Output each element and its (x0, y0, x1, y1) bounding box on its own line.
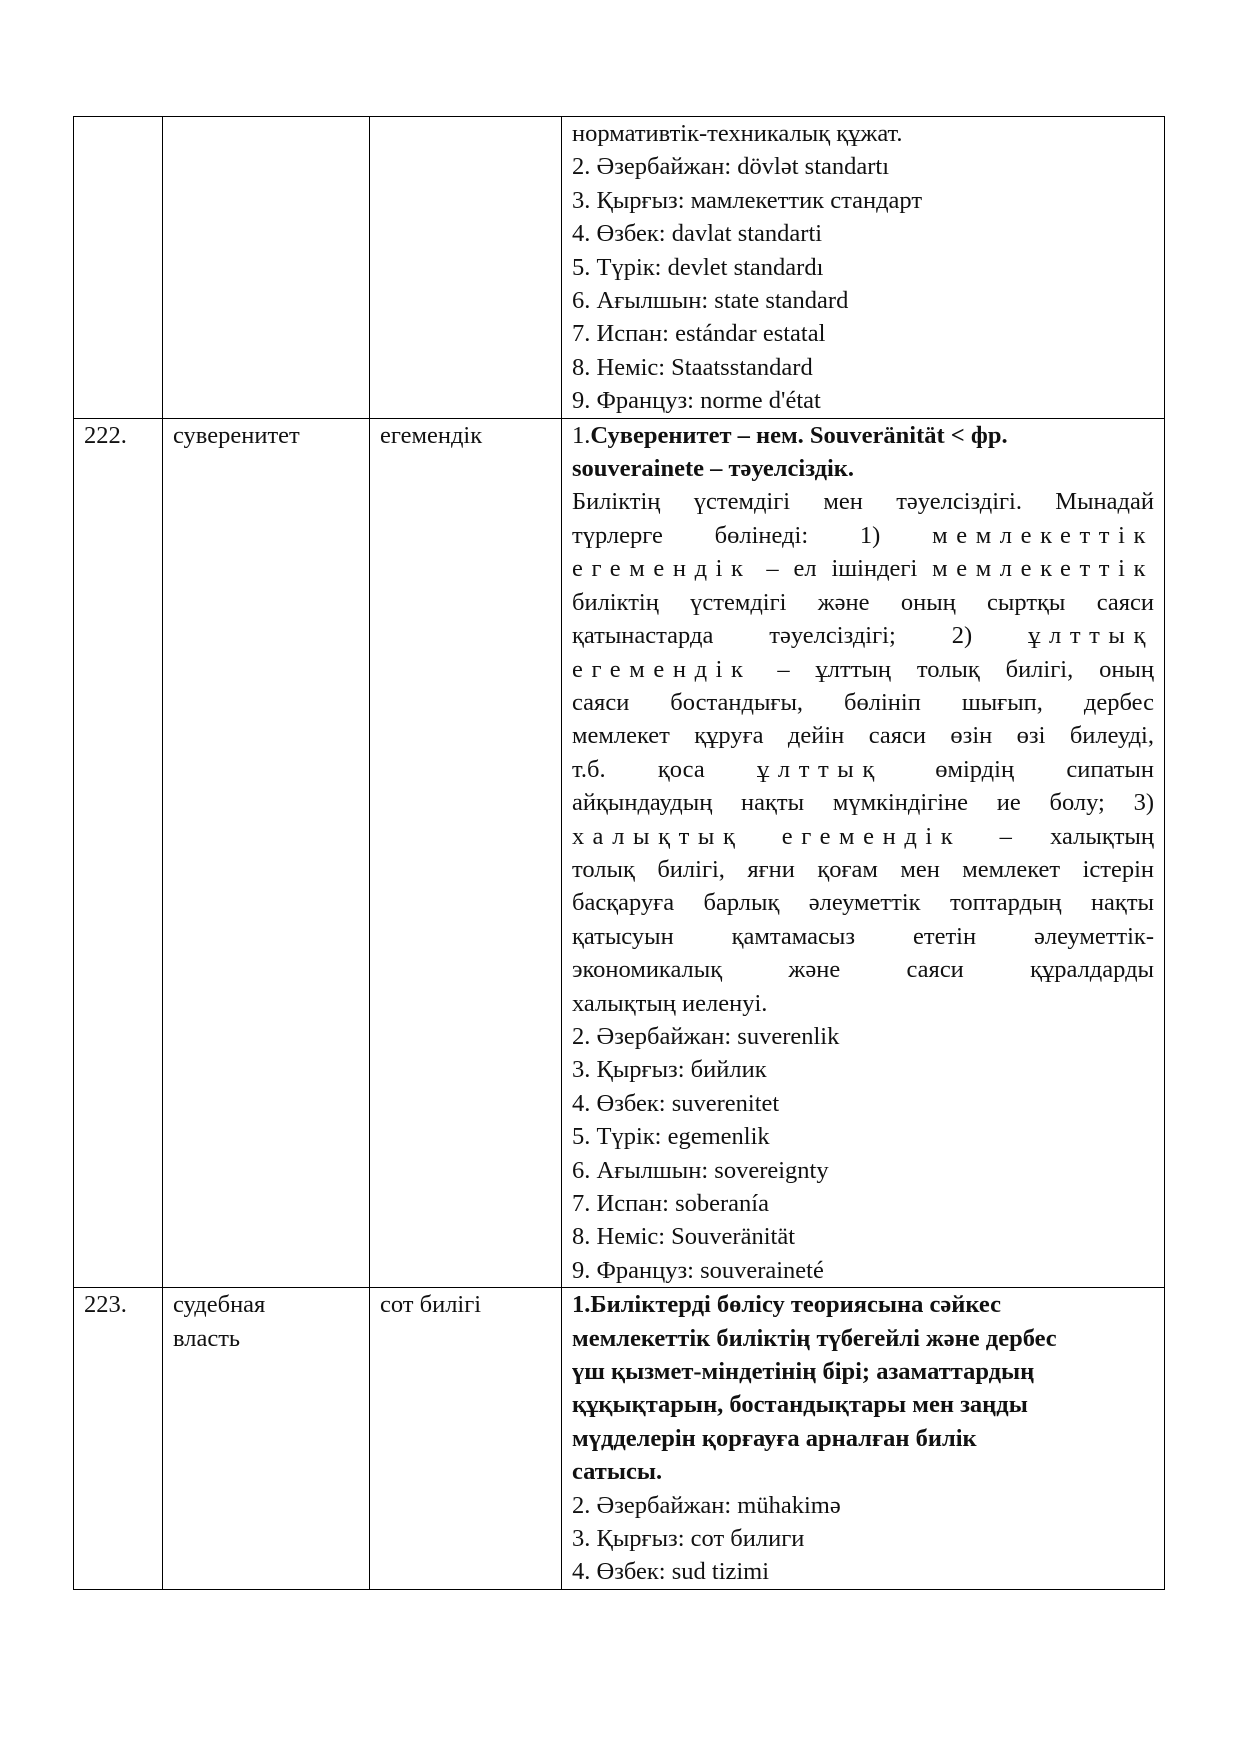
definition-cell (562, 117, 1165, 419)
definition-line: мемлекет құруға дейін саяси өзін өзі билеуді, (572, 722, 1154, 750)
definition-line: экономикалық және саяси құралдарды (572, 956, 1154, 984)
definition-line: айқындаудың нақты мүмкіндігіне ие болу; 3) (572, 789, 1154, 817)
translation-line: 3. Қырғыз: бийлик (572, 1056, 767, 1084)
translation-line: 4. Өзбек: sud tizimi (572, 1558, 770, 1586)
translation-line: 3. Қырғыз: сот билиги (572, 1525, 805, 1553)
term-russian: суверенитет (163, 418, 370, 1288)
translation-line: 2. Әзербайжан: mühakimə (572, 1491, 841, 1519)
definition-line: егемендік – ұлттың толық билігі, оның (572, 655, 1154, 683)
translation-line: 9. Француз: souveraineté (572, 1256, 824, 1284)
definition-line: түрлерге бөлінеді: 1) мемлекеттік (572, 521, 1154, 549)
translation-line: 4. Өзбек: davlat standarti (572, 220, 823, 248)
heading-text: Суверенитет – нем. Souveränität < фр. (590, 421, 1008, 449)
translation-line: 7. Испан: soberanía (572, 1190, 769, 1217)
definition-cell (562, 1288, 1165, 1590)
definition-line: т.б. қоса ұлттық өмірдің сипатын (572, 755, 1154, 783)
glossary-table (73, 116, 1165, 1590)
heading-number: 1. (572, 421, 591, 449)
translation-line: 5. Түрік: egemenlik (572, 1123, 770, 1151)
definition-line: халықтық егемендік – халықтың (572, 822, 1155, 850)
definition-heading-line: мемлекеттік биліктің түбегейлі және дербес (572, 1324, 1057, 1352)
translation-line: 9. Француз: norme d'état (572, 387, 821, 415)
definition-heading-line: үш қызмет-міндетінің бірі; азаматтардың (572, 1358, 1035, 1386)
translation-line: 2. Әзербайжан: dövlət standartı (572, 153, 890, 181)
term-russian-line: судебная (173, 1291, 266, 1319)
definition-heading-line: 1.Биліктерді бөлісу теориясына сәйкес (572, 1291, 1001, 1319)
term-kazakh: сот билігі (370, 1288, 562, 1590)
definition-heading-line: құқықтарын, бостандықтары мен заңды (572, 1391, 1028, 1419)
definition-line: халықтың иеленуі. (572, 989, 768, 1017)
definition-heading-line: souverainete – тәуелсіздік. (572, 455, 855, 483)
definition-line: егемендік – ел ішіндегі мемлекеттік (572, 555, 1154, 583)
translation-line: 5. Түрік: devlet standardı (572, 253, 824, 281)
term-russian (163, 1288, 370, 1590)
translation-line: 7. Испан: estándar estatal (572, 320, 826, 348)
definition-line: басқаруға барлық әлеуметтік топтардың нақты (572, 889, 1154, 917)
term-kazakh: егемендік (370, 418, 562, 1288)
table-row (74, 1288, 1165, 1590)
definition-cell (562, 418, 1165, 1288)
entry-number (74, 117, 163, 419)
table-row (74, 117, 1165, 419)
translation-line: 2. Әзербайжан: suverenlik (572, 1022, 840, 1050)
definition-line: қатысуын қамтамасыз ететін әлеуметтік- (572, 922, 1154, 950)
definition-line: саяси бостандығы, бөлініп шығып, дербес (572, 688, 1154, 716)
translation-line: 6. Ағылшын: state standard (572, 287, 849, 315)
translation-line: 8. Неміс: Souveränität (572, 1223, 796, 1251)
table-row (74, 418, 1165, 1288)
term-russian (163, 117, 370, 419)
definition-heading-line (572, 419, 1154, 452)
term-russian-line: власть (173, 1324, 241, 1352)
definition-line: Биліктің үстемдігі мен тәуелсіздігі. Мынадай (572, 488, 1154, 516)
definition-heading-line: сатысы. (572, 1458, 663, 1486)
term-kazakh (370, 117, 562, 419)
definition-line: қатынастарда тәуелсіздігі; 2) ұлттық (572, 622, 1154, 650)
translation-line: 6. Ағылшын: sovereignty (572, 1156, 829, 1184)
translation-line: 3. Қырғыз: мамлекеттик стандарт (572, 186, 923, 214)
definition-line: биліктің үстемдігі және оның сыртқы саяси (572, 588, 1154, 616)
translation-line: 4. Өзбек: suverenitet (572, 1089, 780, 1117)
translation-line: 8. Неміс: Staatsstandard (572, 353, 813, 381)
definition-line: толық билігі, яғни қоғам мен мемлекет істерін (572, 855, 1154, 883)
entry-number: 223. (74, 1288, 163, 1590)
definition-line: нормативтік-техникалық құжат. (572, 120, 903, 147)
definition-heading-line: мүдделерін қорғауға арналған билік (572, 1424, 977, 1452)
entry-number: 222. (74, 418, 163, 1288)
